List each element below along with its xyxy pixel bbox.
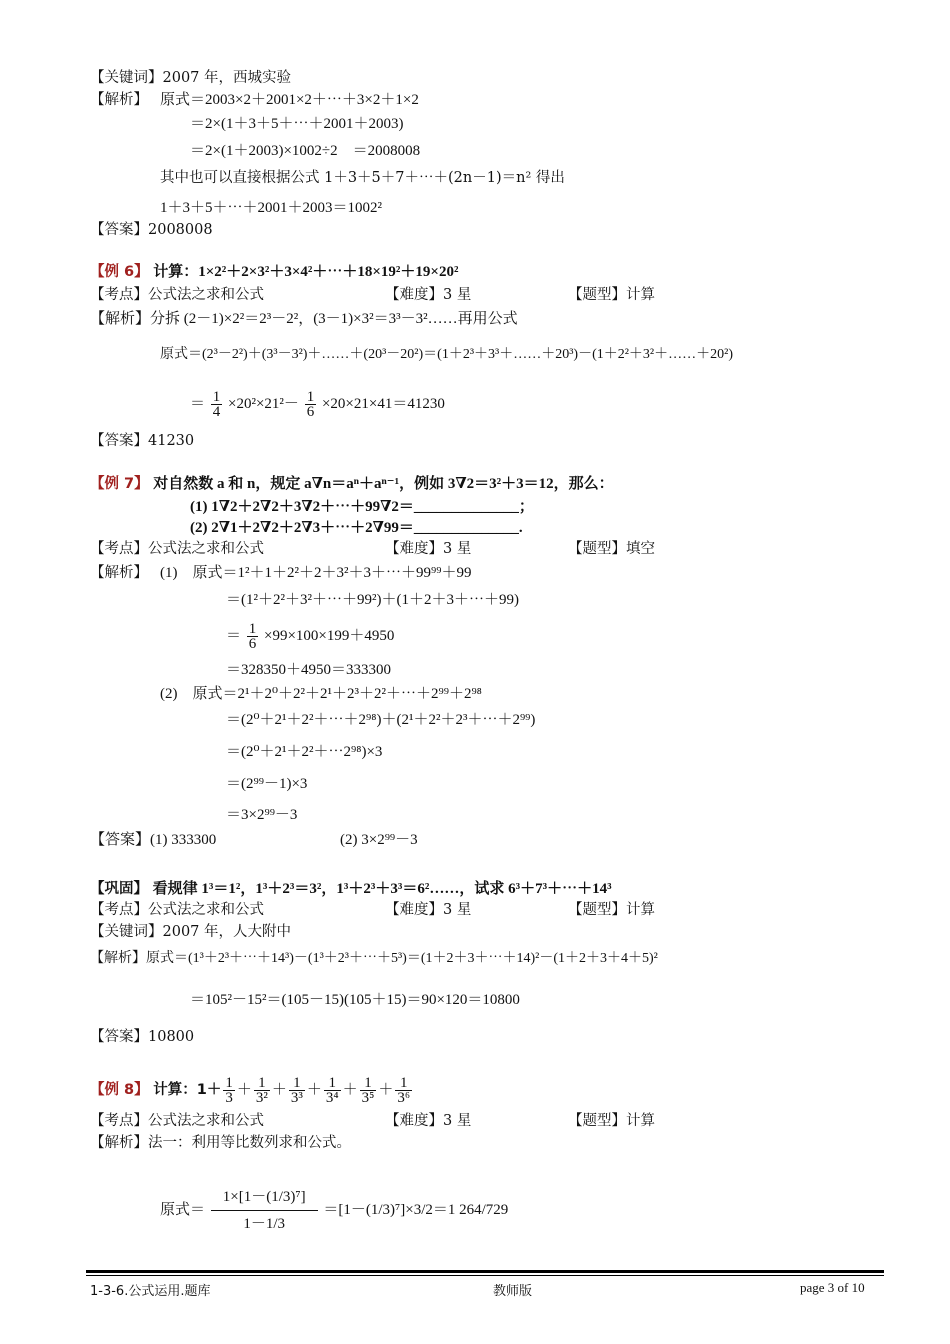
example-8-fraction-series xyxy=(221,1075,414,1107)
example-7-answer-2: (2) 3×2⁹⁹－3 xyxy=(340,832,418,848)
example-8-header xyxy=(90,1070,414,1110)
example-7-analysis-label: 【解析】 xyxy=(90,565,148,581)
analysis-step-3: ＝2×(1＋2003)×1002÷2 ＝2008008 xyxy=(190,143,421,159)
example-8-analysis: 【解析】法一：利用等比数列求和公式。 xyxy=(90,1135,351,1151)
example-6-difficulty: 【难度】3 星 xyxy=(385,287,472,303)
example-7-part2-line-2: ＝(2⁰＋2¹＋2²＋⋯＋2⁹⁸)＋(2¹＋2²＋2³＋⋯＋2⁹⁹) xyxy=(226,712,536,728)
example-7-part1-line-4: ＝328350＋4950＝333300 xyxy=(226,662,392,678)
expression-end: ×20×21×41＝41230 xyxy=(321,396,445,412)
example-7-part2-line-3: ＝(2⁰＋2¹＋2²＋⋯2⁹⁸)×3 xyxy=(226,744,383,760)
denominator: 3³ xyxy=(290,1090,303,1107)
analysis-note: 其中也可以直接根据公式 1＋3＋5＋7＋⋯＋(2n－1)＝n² 得出 xyxy=(160,170,565,186)
consolidation-label: 【巩固】 xyxy=(90,881,148,897)
series-fraction xyxy=(324,1076,341,1105)
example-8-formula xyxy=(160,1170,508,1250)
example-8-difficulty: 【难度】3 星 xyxy=(385,1113,472,1129)
denominator: 3⁴ xyxy=(325,1090,339,1107)
consolidation-step-2: ＝105²－15²＝(105－15)(105＋15)＝90×120＝10800 xyxy=(190,992,520,1008)
example-7-difficulty: 【难度】3 星 xyxy=(385,541,472,557)
numerator: 1 xyxy=(225,1075,233,1092)
example-7-label: 【例 7】 xyxy=(90,476,149,492)
example-6-prompt: 计算：1×2²＋2×3²＋3×4²＋⋯＋18×19²＋19×20² xyxy=(153,264,459,280)
denominator: 3⁵ xyxy=(361,1090,375,1107)
denominator: 3² xyxy=(255,1090,268,1107)
example-7-prompt: 对自然数 a 和 n，规定 a∇n＝aⁿ＋aⁿ⁻¹，例如 3∇2＝3²＋3＝12，那么： xyxy=(153,476,614,492)
numerator: 1 xyxy=(306,389,315,406)
denominator: 6 xyxy=(306,404,315,421)
example-7-question-2: (2) 2∇1＋2∇2＋2∇3＋⋯＋2∇99＝______________. xyxy=(190,520,523,536)
footer-rule-thick xyxy=(86,1270,884,1273)
fraction-one-quarter xyxy=(211,390,223,419)
series-fraction xyxy=(360,1076,377,1105)
analysis-note-2: 1＋3＋5＋⋯＋2001＋2003＝1002² xyxy=(160,200,382,216)
example-6-step-2 xyxy=(190,386,445,422)
consolidation-type: 【题型】计算 xyxy=(568,902,655,918)
consolidation-analysis: 【解析】原式＝(1³＋2³＋⋯＋14³)－(1³＋2³＋⋯＋5³)＝(1＋2＋3＋⋯＋14)²－(1＋2＋3＋4＋5)² xyxy=(90,951,658,966)
plus-sign: ＋ xyxy=(306,1082,322,1098)
equals: ＝ xyxy=(226,628,242,644)
consolidation-keyword: 【关键词】2007 年，人大附中 xyxy=(90,924,292,940)
example-7-part2-line-1: (2) 原式＝2¹＋2⁰＋2²＋2¹＋2³＋2²＋⋯＋2⁹⁹＋2⁹⁸ xyxy=(160,686,482,702)
example-7-header xyxy=(90,474,614,494)
example-7-question-1: (1) 1∇2＋2∇2＋3∇2＋⋯＋99∇2＝______________； xyxy=(190,499,534,515)
example-7-kaodian: 【考点】公式法之求和公式 xyxy=(90,541,264,557)
example-7-answer-1: 【答案】(1) 333300 xyxy=(90,832,217,848)
example-6-label: 【例 6】 xyxy=(90,264,149,280)
formula-result: ＝[1－(1/3)⁷]×3/2＝1 264/729 xyxy=(323,1202,509,1218)
series-fraction xyxy=(254,1076,270,1105)
big-numerator: 1×[1－(1/3)⁷] xyxy=(211,1184,318,1211)
numerator: 1 xyxy=(360,1076,377,1091)
analysis-label: 【解析】 xyxy=(90,92,148,108)
footer-left: 1-3-6.公式运用.题库 xyxy=(90,1284,211,1299)
series-fraction xyxy=(395,1076,412,1105)
numerator: 1 xyxy=(248,621,257,638)
fraction-one-sixth xyxy=(247,622,259,651)
numerator: 1 xyxy=(324,1076,341,1091)
example-7-part1-line-3 xyxy=(226,618,394,654)
numerator: 1 xyxy=(289,1076,305,1091)
example-7-part2-line-5: ＝3×2⁹⁹－3 xyxy=(226,807,298,823)
example-6-answer: 【答案】41230 xyxy=(90,433,195,449)
expression-middle: ×20²×21²－ xyxy=(228,396,299,412)
equals: ＝ xyxy=(190,396,206,412)
example-8-type: 【题型】计算 xyxy=(568,1113,655,1129)
example-8-label: 【例 8】 xyxy=(90,1082,149,1098)
example-8-prompt-start: 计算：1＋ xyxy=(153,1082,222,1098)
footer-page-number: page 3 of 10 xyxy=(800,1280,865,1295)
consolidation-difficulty: 【难度】3 星 xyxy=(385,902,472,918)
series-fraction xyxy=(289,1076,305,1105)
footer-rule-thin xyxy=(86,1275,884,1276)
analysis-step-2: ＝2×(1＋3＋5＋⋯＋2001＋2003) xyxy=(190,116,404,132)
plus-sign: ＋ xyxy=(378,1082,394,1098)
consolidation-answer: 【答案】10800 xyxy=(90,1029,195,1045)
example-8-kaodian: 【考点】公式法之求和公式 xyxy=(90,1113,264,1129)
example-7-type: 【题型】填空 xyxy=(568,541,655,557)
denominator: 6 xyxy=(248,636,257,653)
analysis-step-1: 原式＝2003×2＋2001×2＋⋯＋3×2＋1×2 xyxy=(160,92,419,108)
example-7-part2-line-4: ＝(2⁹⁹－1)×3 xyxy=(226,776,308,792)
series-fraction xyxy=(223,1076,235,1105)
denominator: 3⁶ xyxy=(397,1090,411,1107)
denominator: 3 xyxy=(225,1090,233,1107)
numerator: 1 xyxy=(395,1076,412,1091)
big-denominator: 1－1/3 xyxy=(243,1216,286,1233)
example-6-step-1: 原式＝(2³－2²)＋(3³－3²)＋……＋(20³－20²)＝(1＋2³＋3³＋……＋20³)－(1＋2²＋3²＋……＋20²) xyxy=(160,347,733,362)
fraction-one-sixth xyxy=(305,390,317,419)
formula-start: 原式＝ xyxy=(160,1202,206,1218)
plus-sign: ＋ xyxy=(271,1082,287,1098)
denominator: 4 xyxy=(212,404,221,421)
formula-big-fraction xyxy=(211,1184,318,1237)
answer-line: 【答案】2008008 xyxy=(90,222,213,238)
numerator: 1 xyxy=(212,389,221,406)
example-6-type: 【题型】计算 xyxy=(568,287,655,303)
consolidation-header xyxy=(90,879,612,899)
example-7-part1-line-2: ＝(1²＋2²＋3²＋⋯＋99²)＋(1＋2＋3＋⋯＋99) xyxy=(226,592,519,608)
consolidation-kaodian: 【考点】公式法之求和公式 xyxy=(90,902,264,918)
expression-end: ×99×100×199＋4950 xyxy=(264,628,395,644)
plus-sign: ＋ xyxy=(342,1082,358,1098)
example-6-kaodian: 【考点】公式法之求和公式 xyxy=(90,287,264,303)
keyword-line: 【关键词】2007 年，西城实验 xyxy=(90,70,292,86)
footer-center: 教师版 xyxy=(493,1284,533,1299)
example-7-part1-line-1: (1) 原式＝1²＋1＋2²＋2＋3²＋3＋⋯＋99⁹⁹＋99 xyxy=(160,565,472,581)
example-6-header xyxy=(90,262,458,282)
consolidation-prompt: 看规律 1³＝1²，1³＋2³＝3²，1³＋2³＋3³＝6²……，试求 6³＋7³＋⋯＋14³ xyxy=(152,881,612,897)
plus-sign: ＋ xyxy=(236,1082,252,1098)
numerator: 1 xyxy=(254,1076,270,1091)
example-6-analysis: 【解析】分拆 (2－1)×2²＝2³－2²，(3－1)×3²＝3³－3²……再用公式 xyxy=(90,311,518,327)
